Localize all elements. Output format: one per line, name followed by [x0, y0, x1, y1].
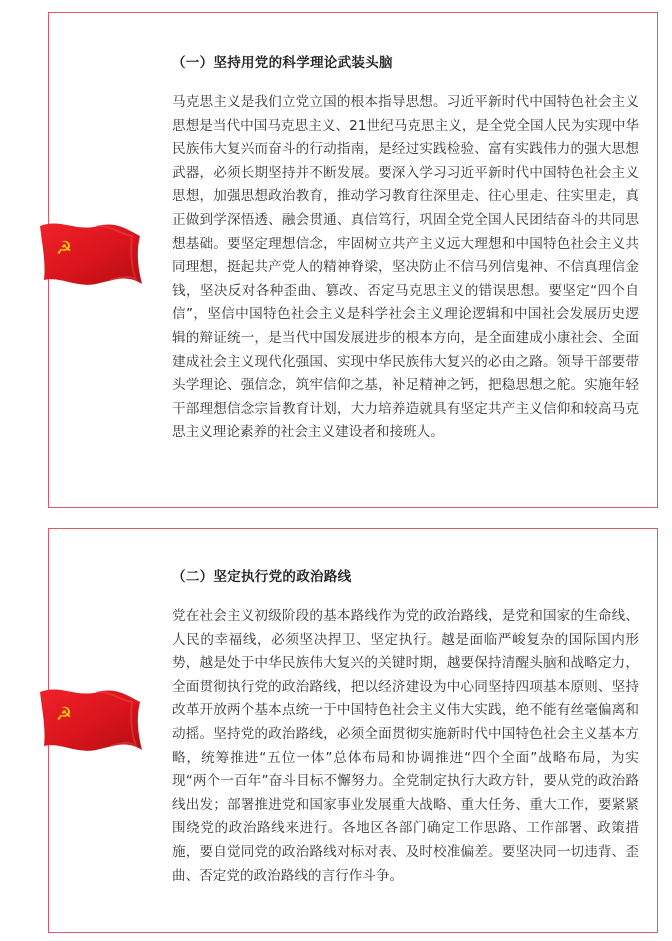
- party-flag-icon: [36, 680, 146, 760]
- party-flag-icon: [36, 214, 146, 294]
- section-body: 马克思主义是我们立党立国的根本指导思想。习近平新时代中国特色社会主义思想是当代中国马克思主义、21世纪马克思主义，是全党全国人民为实现中华民族伟大复兴而奋斗的行动指南，是经过实践检验、富有实践伟力的强大思想武器，必须长期坚持并不断发展。要深入学习习近平新时代中国特色社会主义思想，加强思想政治教育，推动学习教育往深里走、往心里走、往实里走，真正做到学深悟透、融会贯通、真信笃行，巩固全党全国人民团结奋斗的共同思想基础。要坚定理想信念，牢固树立共产主义远大理想和中国特色社会主义共同理想，挺起共产党人的精神脊梁，坚决防止不信马列信鬼神、不信真理信金钱，坚决反对各种歪曲、篡改、否定马克思主义的错误思想。要坚定“四个自信”，坚信中国特色社会主义是科学社会主义理论逻辑和中国社会发展历史逻辑的辩证统一，是当代中国发展进步的根本方向，是全面建成小康社会、全面建成社会主义现代化强国、实现中华民族伟大复兴的必由之路。领导干部要带头学理论、强信念，筑牢信仰之基，补足精神之钙，把稳思想之舵。实施年轻干部理想信念宗旨教育计划，大力培养造就具有坚定共产主义信仰和较高马克思主义理论素养的社会主义建设者和接班人。: [172, 94, 639, 441]
- section-title: （一）坚持用党的科学理论武装头脑: [172, 55, 393, 71]
- svg-text:☭: ☭: [55, 238, 73, 259]
- svg-text:☭: ☭: [55, 704, 73, 725]
- section-title: （二）坚定执行党的政治路线: [172, 569, 352, 585]
- section-body: 党在社会主义初级阶段的基本路线作为党的政治路线，是党和国家的生命线、人民的幸福线，必须坚决捍卫、坚定执行。越是面临严峻复杂的国际国内形势，越是处于中华民族伟大复兴的关键时期，越要保持清醒头脑和战略定力，全面贯彻执行党的政治路线，把以经济建设为中心同坚持四项基本原则、坚持改革开放两个基本点统一于中国特色社会主义伟大实践，绝不能有丝毫偏离和动摇。坚持党的政治路线，必须全面贯彻实施新时代中国特色社会主义基本方略，统筹推进“五位一体”总体布局和协调推进“四个全面”战略布局，为实现“两个一百年”奋斗目标不懈努力。全党制定执行大政方针，要从党的政治路线出发；部署推进党和国家事业发展重大战略、重大任务、重大工作，要紧紧围绕党的政治路线来进行。各地区各部门确定工作思路、工作部署、政策措施，要自觉同党的政治路线对标对表、及时校准偏差。要坚决同一切违背、歪曲、否定党的政治路线的言行作斗争。: [172, 608, 639, 884]
